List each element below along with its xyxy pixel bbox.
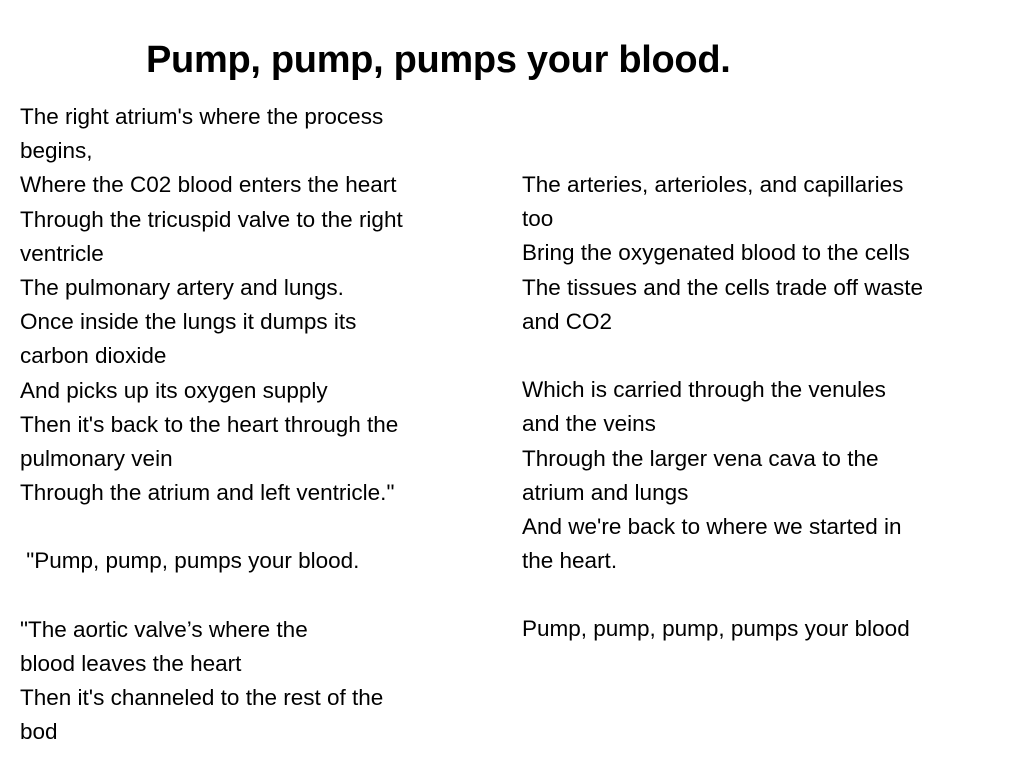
lyric-line: Through the larger vena cava to the <box>522 445 879 471</box>
lyrics-right-column <box>522 168 1002 647</box>
lyric-line: Then it's back to the heart through the <box>20 411 399 437</box>
lyric-line: carbon dioxide <box>20 343 167 369</box>
lyric-line: pulmonary vein <box>20 445 173 471</box>
lyrics-left-column <box>20 100 495 750</box>
lyric-line: and CO2 <box>522 308 613 334</box>
lyric-line: Pump, pump, pump, pumps your blood <box>522 616 910 642</box>
lyric-line: ventricle <box>20 240 104 266</box>
lyric-line <box>522 339 1002 373</box>
lyric-line: Bring the oxygenated blood to the cells <box>522 240 910 266</box>
slide-title: Pump, pump, pumps your blood. <box>146 39 731 81</box>
lyric-line: The pulmonary artery and lungs. <box>20 274 344 300</box>
lyric-line: "Pump, pump, pumps your blood. <box>20 548 360 574</box>
lyric-line: "The aortic valve’s where the <box>20 616 308 642</box>
lyric-line: Once inside the lungs it dumps its <box>20 309 357 335</box>
lyric-line: atrium and lungs <box>522 479 689 505</box>
lyric-line: too <box>522 206 554 232</box>
lyric-line: Through the atrium and left ventricle." <box>20 480 395 506</box>
lyric-line: Where the C02 blood enters the heart <box>20 172 397 198</box>
lyric-line: The tissues and the cells trade off waste <box>522 274 924 300</box>
lyric-line: And picks up its oxygen supply <box>20 377 328 403</box>
lyric-line <box>20 579 495 613</box>
lyric-line: Through the tricuspid valve to the right <box>20 206 403 232</box>
lyric-line <box>522 578 1002 612</box>
lyric-line: the heart. <box>522 548 618 574</box>
lyric-line: blood leaves the heart <box>20 651 242 676</box>
lyric-line <box>20 510 495 544</box>
lyric-line: Which is carried through the venules <box>522 377 886 403</box>
lyric-line: begins, <box>20 138 93 164</box>
lyric-line: The right atrium's where the process <box>20 104 384 129</box>
lyric-line: bod <box>20 719 58 745</box>
lyric-line: And we're back to where we started in <box>522 513 902 539</box>
lyric-line: Then it's channeled to the rest of the <box>20 685 384 711</box>
lyric-line: The arteries, arterioles, and capillaries <box>522 172 904 197</box>
lyric-line: and the veins <box>522 411 656 437</box>
